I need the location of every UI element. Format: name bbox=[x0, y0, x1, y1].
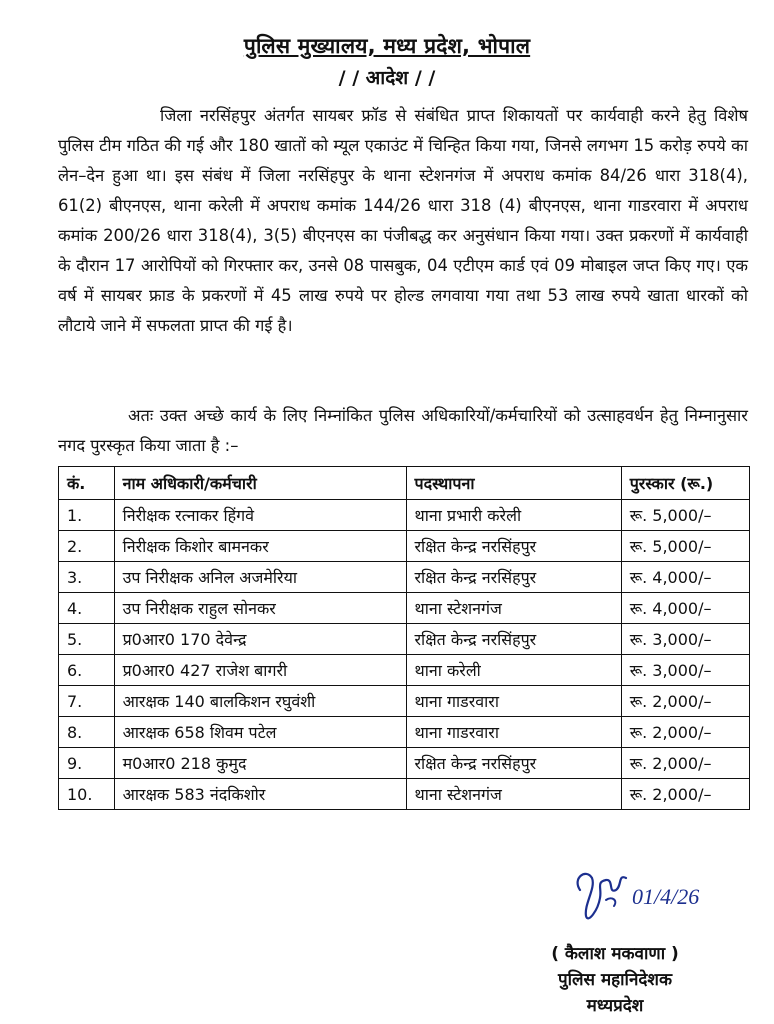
order-heading: / / आदेश / / bbox=[338, 67, 436, 89]
cell-serial: 8. bbox=[59, 717, 115, 748]
header-serial: कं. bbox=[59, 467, 115, 500]
cell-serial: 1. bbox=[59, 500, 115, 531]
cell-name: निरीक्षक किशोर बामनकर bbox=[114, 531, 406, 562]
table-row bbox=[59, 531, 750, 562]
signatory-name: ( कैलाश मकवाणा ) bbox=[551, 944, 679, 964]
page-title: पुलिस मुख्यालय, मध्य प्रदेश, भोपाल bbox=[243, 34, 531, 58]
cell-serial: 5. bbox=[59, 624, 115, 655]
order-body-paragraph: जिला नरसिंहपुर अंतर्गत सायबर फ्रॉड से संबंधित प्राप्त शिकायतों पर कार्यवाही करने हेतु विशेष पुलिस टीम गठित की गई और 180 खातों को म्यूल एकाउंट में चिन्हित किया गया, जिनसे लगभग 15 करोड़ रुपये का लेन–देन हुआ था। इस संबंध में जिला नरसिंहपुर के थाना स्टेशनगंज में अपराध कमांक 84/26 धारा 318(4), 61(2) बीएनएस, थाना करेली में अपराध कमांक 144/26 धारा 318 (4) बीएनएस, थाना गाडरवारा में अपराध कमांक 200/26 धारा 318(4), 3(5) बीएनएस का पंजीबद्ध कर अनुसंधान किया गया। उक्त प्रकरणों में कार्यवाही के दौरान 17 आरोपियों को गिरफ्तार कर, उनसे 08 पासबुक, 04 एटीएम कार्ड एवं 09 मोबाइल जप्त किए गए। एक वर्ष में सायबर फ्राड के प्रकरणों में 45 लाख रुपये पर होल्ड लगवाया गया तथा 53 लाख रुपये खाता धारकों को लौटाये जाने में सफलता प्राप्त की गई है। bbox=[58, 106, 748, 335]
cell-serial: 6. bbox=[59, 655, 115, 686]
cell-reward: रू. 2,000/– bbox=[621, 717, 749, 748]
cell-name: प्र0आर0 427 राजेश बागरी bbox=[114, 655, 406, 686]
cell-posting: थाना गाडरवारा bbox=[406, 717, 621, 748]
signature-date: 01/4/26 bbox=[632, 884, 700, 909]
cell-name: उप निरीक्षक राहुल सोनकर bbox=[114, 593, 406, 624]
cell-posting: थाना करेली bbox=[406, 655, 621, 686]
table-row bbox=[59, 655, 750, 686]
cell-reward: रू. 2,000/– bbox=[621, 779, 749, 810]
table-row bbox=[59, 593, 750, 624]
cell-serial: 2. bbox=[59, 531, 115, 562]
table-row bbox=[59, 779, 750, 810]
header-posting: पदस्थापना bbox=[406, 467, 621, 500]
table-row bbox=[59, 500, 750, 531]
cell-name: प्र0आर0 170 देवेन्द्र bbox=[114, 624, 406, 655]
cell-name: म0आर0 218 कुमुद bbox=[114, 748, 406, 779]
cell-name: आरक्षक 583 नंदकिशोर bbox=[114, 779, 406, 810]
signatory-state: मध्यप्रदेश bbox=[586, 996, 644, 1016]
cell-serial: 10. bbox=[59, 779, 115, 810]
table-row bbox=[59, 562, 750, 593]
cell-posting: थाना स्टेशनगंज bbox=[406, 779, 621, 810]
cell-posting: रक्षित केन्द्र नरसिंहपुर bbox=[406, 748, 621, 779]
cell-serial: 9. bbox=[59, 748, 115, 779]
header-reward: पुरस्कार (रू.) bbox=[621, 467, 749, 500]
cell-serial: 7. bbox=[59, 686, 115, 717]
cell-name: निरीक्षक रत्नाकर हिंगवे bbox=[114, 500, 406, 531]
cell-reward: रू. 4,000/– bbox=[621, 593, 749, 624]
table-row bbox=[59, 686, 750, 717]
reward-table bbox=[58, 466, 750, 810]
cell-reward: रू. 3,000/– bbox=[621, 655, 749, 686]
cell-serial: 3. bbox=[59, 562, 115, 593]
handwritten-signature bbox=[566, 860, 742, 930]
cell-reward: रू. 2,000/– bbox=[621, 748, 749, 779]
cell-serial: 4. bbox=[59, 593, 115, 624]
cell-name: उप निरीक्षक अनिल अजमेरिया bbox=[114, 562, 406, 593]
table-row bbox=[59, 717, 750, 748]
cell-reward: रू. 2,000/– bbox=[621, 686, 749, 717]
cell-posting: थाना स्टेशनगंज bbox=[406, 593, 621, 624]
order-reward-paragraph: अतः उक्त अच्छे कार्य के लिए निम्नांकित पुलिस अधिकारियों/कर्मचारियों को उत्साहवर्धन हेतु निम्नानुसार नगद पुरस्कृत किया जाता है :– bbox=[58, 406, 748, 455]
table-header-row bbox=[59, 467, 750, 500]
header-name: नाम अधिकारी/कर्मचारी bbox=[114, 467, 406, 500]
cell-posting: रक्षित केन्द्र नरसिंहपुर bbox=[406, 531, 621, 562]
table-row bbox=[59, 624, 750, 655]
cell-posting: रक्षित केन्द्र नरसिंहपुर bbox=[406, 624, 621, 655]
cell-reward: रू. 5,000/– bbox=[621, 500, 749, 531]
cell-posting: थाना प्रभारी करेली bbox=[406, 500, 621, 531]
cell-name: आरक्षक 658 शिवम पटेल bbox=[114, 717, 406, 748]
signatory-designation: पुलिस महानिदेशक bbox=[557, 970, 673, 990]
cell-posting: रक्षित केन्द्र नरसिंहपुर bbox=[406, 562, 621, 593]
cell-name: आरक्षक 140 बालकिशन रघुवंशी bbox=[114, 686, 406, 717]
cell-reward: रू. 3,000/– bbox=[621, 624, 749, 655]
cell-posting: थाना गाडरवारा bbox=[406, 686, 621, 717]
cell-reward: रू. 4,000/– bbox=[621, 562, 749, 593]
table-row bbox=[59, 748, 750, 779]
cell-reward: रू. 5,000/– bbox=[621, 531, 749, 562]
